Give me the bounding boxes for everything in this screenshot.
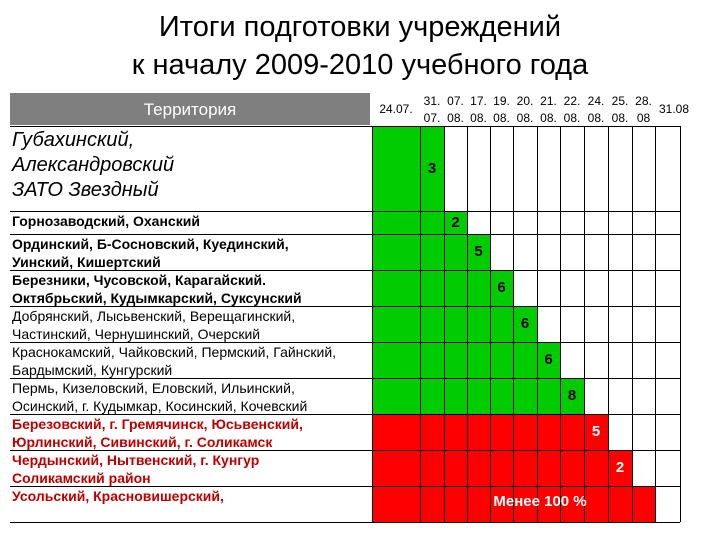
row-count: 5 xyxy=(591,423,601,440)
row-count: 6 xyxy=(544,351,553,368)
date-col-header xyxy=(444,93,467,127)
grid-line xyxy=(513,126,514,522)
row-8-line-2: Юрлинский, Сивинский, г. Соликамск xyxy=(12,433,273,450)
row-count: 5 xyxy=(474,243,483,260)
row-9-line-2: Соликамский район xyxy=(12,469,151,486)
territory-row-1 xyxy=(12,128,372,203)
grid-line xyxy=(680,126,681,522)
row-4-line-2: Октябрьский, Кудымкарский, Суксунский xyxy=(12,289,302,306)
status-cell xyxy=(372,486,420,522)
territory-row-7 xyxy=(12,380,372,415)
grid-line xyxy=(537,126,538,522)
grid-line xyxy=(632,126,633,522)
date-top: 31. xyxy=(423,94,441,108)
status-cell xyxy=(444,234,467,270)
grid-line xyxy=(10,126,680,127)
grid-line xyxy=(10,211,680,212)
status-cell xyxy=(372,306,420,342)
row-count: 6 xyxy=(520,315,530,332)
grid-line xyxy=(560,126,561,522)
status-cell xyxy=(444,306,467,342)
row-count: 8 xyxy=(567,387,577,404)
row-2-line-1: Горнозаводский, Оханский xyxy=(12,213,200,229)
grid-line xyxy=(10,270,680,271)
date-col-header xyxy=(467,93,490,127)
status-cell xyxy=(372,211,420,234)
status-cell xyxy=(420,450,444,486)
status-cell xyxy=(420,414,444,450)
date-top: 19. xyxy=(493,94,510,108)
title-line-1: Итоги подготовки учреждений xyxy=(158,11,562,43)
date-col-header xyxy=(420,93,444,127)
date-top: 31.08 xyxy=(658,102,690,116)
row-10-line-1: Усольский, Красновишерский, xyxy=(12,488,224,504)
date-bottom: 08 xyxy=(636,111,651,125)
row-1-line-1: Губахинский, xyxy=(12,129,135,151)
status-cell xyxy=(444,414,467,450)
date-col-header xyxy=(372,93,420,125)
status-cell xyxy=(372,126,420,211)
row-7-line-1: Пермь, Кизеловский, Еловский, Ильинский, xyxy=(12,380,295,396)
less-than-100-label: Менее 100 % xyxy=(493,493,587,510)
date-bottom: 08. xyxy=(611,111,629,125)
status-cell xyxy=(372,450,420,486)
row-count: 6 xyxy=(497,279,506,296)
date-col-header xyxy=(513,93,537,127)
status-cell xyxy=(467,414,490,450)
status-cell xyxy=(420,234,444,270)
status-cell xyxy=(490,414,513,450)
grid-line xyxy=(584,126,585,522)
grid-line xyxy=(444,126,445,522)
date-bottom: 08. xyxy=(587,111,605,125)
date-col-header xyxy=(490,93,513,127)
date-col-header xyxy=(560,93,584,127)
date-bottom: 08. xyxy=(447,111,464,125)
grid-line xyxy=(10,522,680,523)
date-top: 20. xyxy=(516,94,534,108)
status-cell xyxy=(490,378,513,414)
row-1-line-2: Александровский xyxy=(12,154,175,176)
grid-line xyxy=(10,450,680,451)
status-cell xyxy=(513,378,537,414)
status-cell xyxy=(513,414,537,450)
grid-line xyxy=(10,486,680,487)
status-cell xyxy=(584,450,608,486)
row-count: 2 xyxy=(451,213,460,231)
status-cell xyxy=(490,306,513,342)
date-bottom: 08. xyxy=(540,111,557,125)
grid-line xyxy=(10,342,680,343)
date-top: 28. xyxy=(635,94,652,108)
date-bottom: 08. xyxy=(516,111,534,125)
grid-line xyxy=(420,126,421,522)
row-3-line-1: Ординский, Б-Сосновский, Куединский, xyxy=(12,236,289,252)
status-cell xyxy=(467,270,490,306)
grid-line xyxy=(655,126,656,522)
status-cell xyxy=(420,270,444,306)
date-bottom: 08. xyxy=(493,111,510,125)
status-cell xyxy=(537,378,560,414)
row-9-line-1: Чердынский, Нытвенский, г. Кунгур xyxy=(12,452,260,468)
status-cell xyxy=(560,450,584,486)
status-cell xyxy=(490,450,513,486)
status-cell xyxy=(372,414,420,450)
date-top: 07. xyxy=(447,94,464,108)
row-6-line-1: Краснокамский, Чайковский, Пермский, Гайнский, xyxy=(12,344,337,360)
status-cell xyxy=(467,306,490,342)
slide-title xyxy=(0,8,720,84)
territory-row-6 xyxy=(12,344,372,379)
territory-row-2 xyxy=(12,213,372,231)
territory-row-9 xyxy=(12,452,372,487)
row-count: 2 xyxy=(615,459,625,476)
status-cell xyxy=(420,211,444,234)
row-6-line-2: Бардымский, Кунгурский xyxy=(12,361,173,378)
row-5-line-1: Добрянский, Лысьвенский, Верещагинский, xyxy=(12,308,296,324)
date-top: 17. xyxy=(470,94,487,108)
row-4-line-1: Березники, Чусовской, Карагайский. xyxy=(12,272,266,288)
date-col-header xyxy=(584,93,608,127)
date-bottom: 08. xyxy=(470,111,487,125)
territory-row-10 xyxy=(12,488,372,506)
grid-line xyxy=(608,126,609,522)
status-cell xyxy=(537,450,560,486)
status-cell xyxy=(372,234,420,270)
grid-line xyxy=(10,378,680,379)
status-cell xyxy=(420,378,444,414)
status-cell xyxy=(420,342,444,378)
date-col-header xyxy=(537,93,560,127)
date-top: 21. xyxy=(540,94,557,108)
date-col-header xyxy=(608,93,632,127)
status-cell xyxy=(372,270,420,306)
status-cell xyxy=(420,486,444,522)
grid-line xyxy=(467,126,468,522)
status-cell xyxy=(560,414,584,450)
status-cell xyxy=(513,342,537,378)
date-col-header xyxy=(632,93,655,127)
row-5-line-2: Частинский, Чернушинский, Очерский xyxy=(12,325,261,342)
status-cell xyxy=(444,378,467,414)
row-3-line-2: Уинский, Кишертский xyxy=(12,253,161,270)
status-cell xyxy=(537,414,560,450)
row-1-line-3: ЗАТО Звездный xyxy=(12,179,159,201)
row-7-line-2: Осинский, г. Кудымкар, Косинский, Кочевский xyxy=(12,397,308,414)
status-cell xyxy=(467,378,490,414)
status-cell xyxy=(444,450,467,486)
territory-header: Территория xyxy=(143,100,237,119)
date-top: 22. xyxy=(563,94,581,108)
status-cell xyxy=(467,450,490,486)
grid-line xyxy=(372,126,373,522)
status-cell xyxy=(444,270,467,306)
status-cell xyxy=(420,306,444,342)
status-cell xyxy=(467,342,490,378)
grid-line xyxy=(490,126,491,522)
territory-row-5 xyxy=(12,308,372,343)
date-bottom: 08. xyxy=(563,111,581,125)
grid-line xyxy=(10,414,680,415)
status-cell xyxy=(632,486,655,522)
status-cell xyxy=(372,342,420,378)
date-top: 25. xyxy=(611,94,629,108)
date-top: 24.07. xyxy=(379,102,413,116)
territory-header-cell xyxy=(10,93,370,125)
territory-row-3 xyxy=(12,236,372,271)
status-cell xyxy=(444,342,467,378)
date-bottom: 07. xyxy=(423,111,441,125)
status-cell xyxy=(372,378,420,414)
grid-line xyxy=(10,306,680,307)
status-cell xyxy=(490,342,513,378)
territory-row-4 xyxy=(12,272,372,307)
date-col-header xyxy=(655,93,693,125)
date-top: 24. xyxy=(587,94,605,108)
row-8-line-1: Березовский, г. Гремячинск, Юсьвенский, xyxy=(12,416,303,432)
grid-line xyxy=(10,234,680,235)
status-cell xyxy=(513,450,537,486)
row-count: 3 xyxy=(427,159,437,177)
territory-row-8 xyxy=(12,416,372,451)
title-line-2: к началу 2009-2010 учебного года xyxy=(131,49,589,81)
